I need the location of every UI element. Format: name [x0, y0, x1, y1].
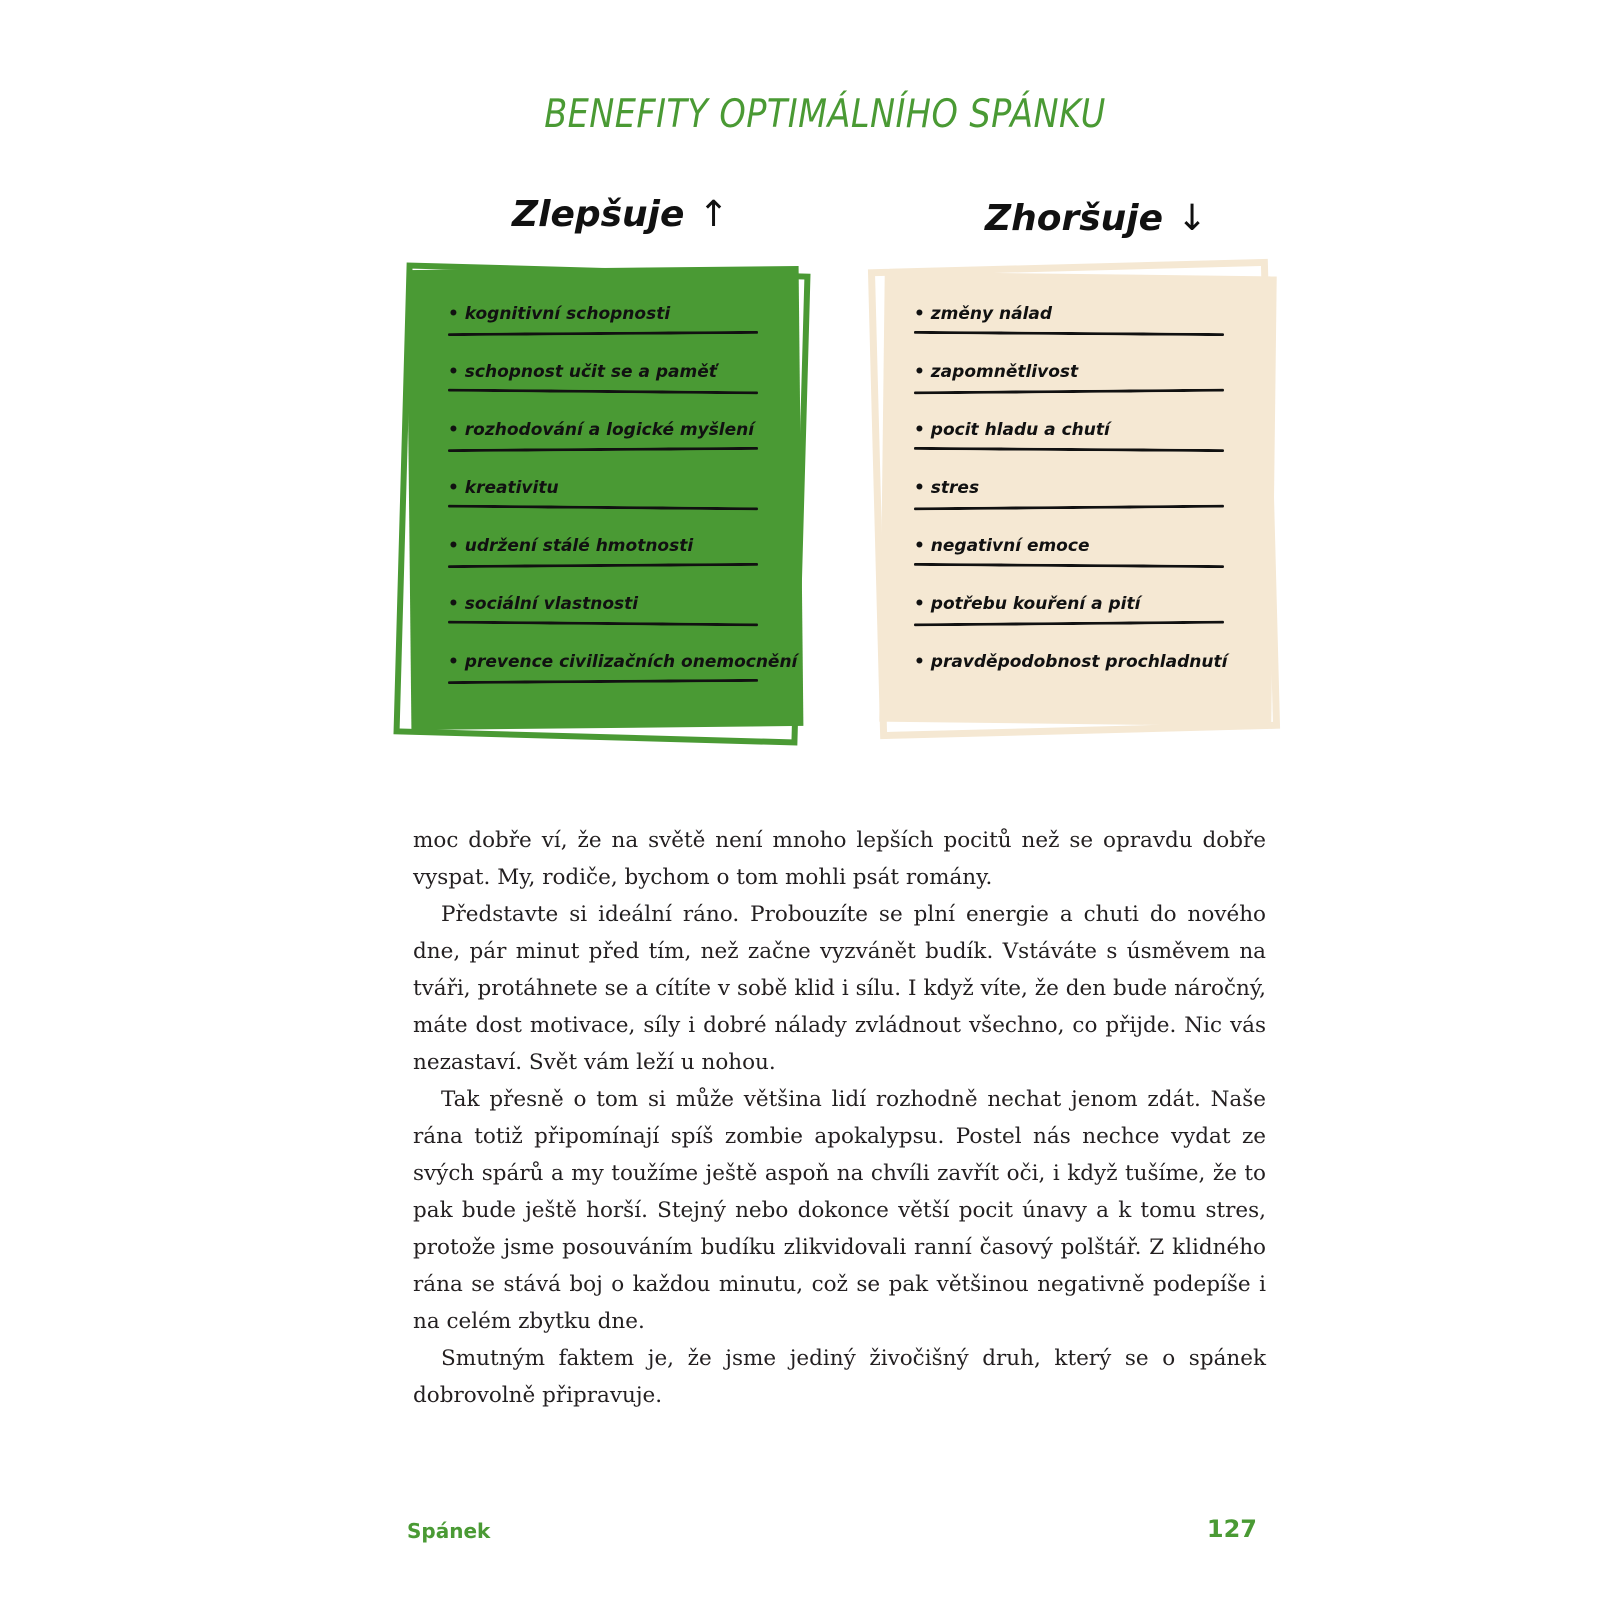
paragraph: Smutným faktem je, že jsme jediný živočišný druh, který se o spánek dobrovolně připravuje. — [413, 1346, 1266, 1408]
list-item-text: • pravděpodobnost prochladnutí — [914, 652, 1228, 672]
running-footer-section: Spánek — [407, 1519, 491, 1543]
paragraph: moc dobře ví, že na světě není mnoho lepších pocitů než se opravdu dobře vyspat. My, rodiče, bychom o tom mohli psát romány. — [413, 828, 1266, 890]
list-item — [914, 296, 1224, 354]
improves-list — [448, 296, 798, 702]
list-item-text: • kreativitu — [448, 478, 559, 498]
paragraph: Představte si ideální ráno. Probouzíte se plní energie a chuti do nového dne, pár minut před tím, než začne vyzvánět budík. Vstáváte s úsměvem na tváři, protáhnete se a cítíte v sobě klid i sílu. I když víte, že den bude náročný, máte dost motivace, síly i dobré nálady zvládnout všechno, co přijde. Nic vás nezastaví. Svět vám leží u nohou. — [413, 902, 1266, 1075]
list-item-text: • sociální vlastnosti — [448, 594, 639, 614]
column-heading-worsens — [985, 198, 1207, 239]
list-item — [448, 354, 758, 412]
page-title: BENEFITY OPTIMÁLNÍHO SPÁNKU — [544, 92, 1106, 137]
page-number: 127 — [1206, 1515, 1257, 1543]
list-item-text: • prevence civilizačních onemocnění — [448, 652, 798, 672]
underline — [448, 331, 758, 336]
underline — [448, 679, 758, 684]
underline — [914, 331, 1224, 336]
underline — [914, 389, 1224, 395]
list-item-text: • pocit hladu a chutí — [914, 420, 1110, 440]
underline — [448, 621, 758, 627]
list-item-text: • udržení stálé hmotnosti — [448, 536, 694, 556]
list-item — [448, 470, 758, 528]
underline — [448, 447, 758, 452]
list-item — [914, 412, 1224, 470]
list-item-text: • stres — [914, 478, 980, 498]
list-item — [914, 354, 1224, 412]
list-item — [448, 412, 758, 470]
underline — [914, 447, 1224, 452]
list-item-text: • změny nálad — [914, 304, 1053, 324]
list-item — [914, 644, 1228, 702]
arrow-up-icon: ↑ — [698, 194, 729, 235]
list-item-text: • potřebu kouření a pití — [914, 594, 1141, 614]
arrow-down-icon: ↓ — [1177, 198, 1208, 239]
list-item — [448, 296, 758, 354]
list-item — [448, 528, 758, 586]
worsens-list — [914, 296, 1228, 702]
paragraph: Tak přesně o tom si může většina lidí rozhodně nechat jenom zdát. Naše rána totiž připomínají spíš zombie apokalypsu. Postel nás nechce vydat ze svých spárů a my toužíme ještě aspoň na chvíli zavřít oči, i když tušíme, že to pak bude ještě horší. Stejný nebo dokonce větší pocit únavy a k tomu stres, protože jsme posouváním budíku zlikvidovali ranní časový polštář. Z klidného rána se stává boj o každou minutu, což se pak většinou negativně podepíše i na celém zbytku dne. — [413, 1087, 1266, 1334]
underline — [914, 563, 1224, 568]
list-item-text: • kognitivní schopnosti — [448, 304, 671, 324]
underline — [448, 389, 758, 395]
list-item-text: • rozhodování a logické myšlení — [448, 420, 755, 440]
list-item-text: • zapomnětlivost — [914, 362, 1079, 382]
body-text — [413, 822, 1266, 1414]
underline — [914, 621, 1224, 627]
column-heading-improves-label: Zlepšuje — [512, 194, 685, 235]
list-item-text: • negativní emoce — [914, 536, 1090, 556]
underline — [914, 505, 1224, 511]
list-item-text: • schopnost učit se a paměť — [448, 362, 717, 382]
underline — [448, 505, 758, 511]
list-item — [448, 586, 758, 644]
underline — [448, 563, 758, 568]
list-item — [914, 470, 1224, 528]
column-heading-improves — [512, 194, 729, 235]
list-item — [448, 644, 798, 702]
column-heading-worsens-label: Zhoršuje — [985, 198, 1164, 239]
list-item — [914, 528, 1224, 586]
list-item — [914, 586, 1224, 644]
